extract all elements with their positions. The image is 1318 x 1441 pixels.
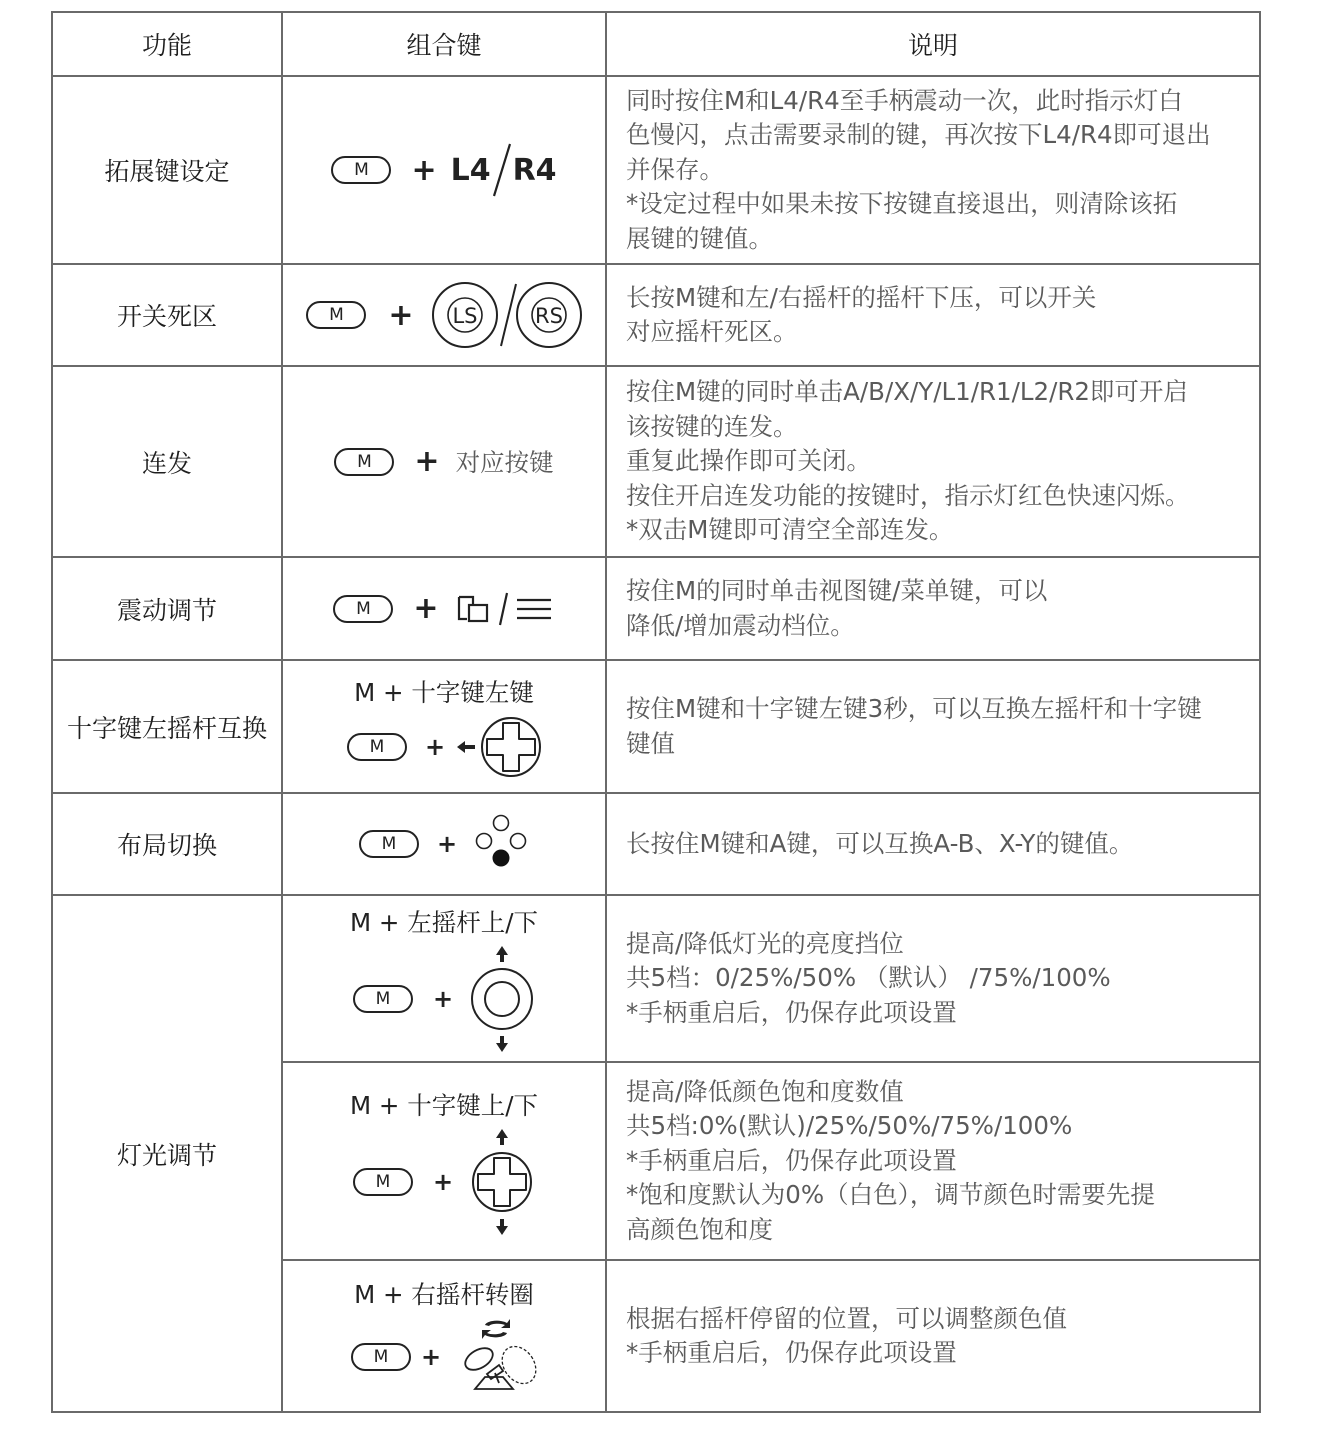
table-row-function: 开关死区 bbox=[116, 302, 217, 331]
description-cell: 按住M键和十字键左键3秒，可以互换左摇杆和十字键 键值 bbox=[626, 694, 1202, 758]
left-stick-updown-icon bbox=[469, 945, 535, 1053]
description-cell: 长按M键和左/右摇杆的摇杆下压，可以开关 对应摇杆死区。 bbox=[626, 282, 1097, 346]
m-button-icon: M bbox=[331, 156, 391, 184]
header-combo: 组合键 bbox=[406, 31, 482, 60]
stick-press-icon bbox=[432, 280, 582, 350]
m-button-icon: M bbox=[334, 448, 394, 476]
m-button-icon: M bbox=[353, 985, 413, 1013]
rs-label: RS bbox=[534, 304, 563, 328]
right-stick-rotate-icon bbox=[455, 1317, 537, 1397]
key-label-l4: L4 bbox=[450, 152, 491, 188]
combo-cell bbox=[282, 557, 606, 660]
corresponding-key-label: 对应按键 bbox=[455, 448, 554, 477]
combo-label: M + 十字键左键 bbox=[354, 678, 534, 707]
plus-sign: + bbox=[420, 1342, 442, 1371]
combo-cell bbox=[282, 1062, 606, 1260]
m-button-icon: M bbox=[351, 1343, 411, 1371]
plus-sign: + bbox=[414, 444, 440, 479]
combo-cell bbox=[282, 1260, 606, 1412]
description-cell: 按住M的同时单击视图键/菜单键，可以 降低/增加震动档位。 bbox=[626, 576, 1048, 640]
plus-sign: + bbox=[388, 297, 414, 333]
abxy-icon bbox=[473, 814, 529, 874]
combo-cell bbox=[282, 366, 606, 557]
slash-separator-icon bbox=[491, 141, 513, 199]
combo-cell bbox=[282, 264, 606, 366]
m-button-icon: M bbox=[353, 1168, 413, 1196]
combo-cell bbox=[282, 76, 606, 264]
header-function: 功能 bbox=[141, 31, 192, 60]
ls-label: LS bbox=[452, 304, 478, 328]
combo-label: M + 十字键上/下 bbox=[350, 1090, 538, 1120]
m-button-icon: M bbox=[347, 733, 407, 761]
m-button-icon: M bbox=[359, 830, 419, 858]
table-row-function: 布局切换 bbox=[116, 831, 217, 860]
header-description: 说明 bbox=[907, 31, 958, 60]
plus-sign: + bbox=[424, 733, 446, 761]
description-cell: 按住M键的同时单击A/B/X/Y/L1/R1/L2/R2即可开启 该按键的连发。 重复此操作即可关闭。 按住开启连发功能的按键时，指示灯红色快速闪烁。 *双击M键即可清空全部连发。 bbox=[626, 377, 1190, 545]
combo-cell bbox=[282, 660, 606, 793]
combo-cell bbox=[282, 793, 606, 895]
combo-label: M + 右摇杆转圈 bbox=[354, 1279, 534, 1309]
plus-sign: + bbox=[413, 591, 439, 626]
table-row-function: 灯光调节 bbox=[116, 1140, 217, 1170]
plus-sign: + bbox=[432, 1167, 454, 1196]
combo-cell bbox=[282, 895, 606, 1062]
table-row-function: 拓展键设定 bbox=[104, 157, 230, 186]
m-button-icon: M bbox=[306, 301, 366, 329]
table-row-function: 震动调节 bbox=[116, 595, 217, 625]
dpad-left-icon bbox=[455, 715, 541, 779]
dpad-updown-icon bbox=[469, 1128, 535, 1236]
view-menu-keys-icon bbox=[455, 589, 555, 629]
plus-sign: + bbox=[436, 830, 458, 858]
key-label-r4: R4 bbox=[512, 152, 557, 188]
description-cell: 提高/降低灯光的亮度挡位 共5档：0/25%/50% （默认） /75%/100% *手柄重启后，仍保存此项设置 bbox=[626, 928, 1111, 1027]
plus-sign: + bbox=[432, 985, 454, 1013]
description-cell: 同时按住M和L4/R4至手柄震动一次，此时指示灯白 色慢闪，点击需要录制的键，再次按下L4/R4即可退出 并保存。 *设定过程中如果未按下按键直接退出，则清除该拓 展键的键值。 bbox=[626, 85, 1211, 253]
description-cell: 根据右摇杆停留的位置，可以调整颜色值 *手柄重启后，仍保存此项设置 bbox=[626, 1303, 1067, 1367]
plus-sign: + bbox=[411, 152, 437, 188]
table-row-function: 连发 bbox=[141, 448, 192, 478]
description-cell: 长按住M键和A键，可以互换A-B、X-Y的键值。 bbox=[626, 828, 1134, 858]
table-row-function: 十字键左摇杆互换 bbox=[66, 713, 267, 743]
combo-label: M + 左摇杆上/下 bbox=[350, 908, 538, 937]
description-cell: 提高/降低颜色饱和度数值 共5档:0%(默认)/25%/50%/75%/100% *手柄重启后，仍保存此项设置 *饱和度默认为0%（白色），调节颜色时需要先提 高颜色饱和度 bbox=[626, 1076, 1155, 1244]
m-button-icon: M bbox=[333, 595, 393, 623]
